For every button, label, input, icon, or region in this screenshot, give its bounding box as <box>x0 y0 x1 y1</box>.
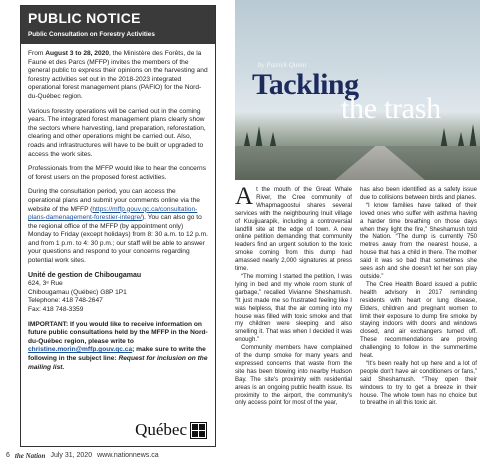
notice-title: PUBLIC NOTICE <box>28 10 141 26</box>
contact-email-link[interactable]: christine.morin@mffp.gouv.qc.ca <box>28 346 133 354</box>
drop-cap: A <box>235 183 254 210</box>
quebec-wordmark: Québec <box>135 420 187 439</box>
notice-subtitle: Public Consultation on Forestry Activities <box>28 31 155 38</box>
quebec-logo <box>135 420 207 440</box>
contact-address-line1: 624, 3ᵉ Rue <box>28 280 63 288</box>
article-byline: by Patrick Quinn <box>258 61 307 69</box>
consultation-link[interactable]: https://mffp.gouv.qc.ca/consultation-plans-damenagement-forestier-integre/ <box>28 205 198 222</box>
article-column-1 <box>235 183 352 448</box>
notice-paragraph-concerns: Professionals from the MFFP would like to hear the concerns of forest users on the proposed forest activities. <box>28 165 206 181</box>
article-headline-main: Tackling <box>252 68 359 101</box>
contact-address-line2: Chibougamau (Québec) G8P 1P1 <box>28 288 127 296</box>
contact-fax: Fax: 418 748-3359 <box>28 306 84 314</box>
public-notice-box <box>20 5 216 447</box>
article-paragraph: At the mouth of the Great Whale River, the Cree community of Whapmagoostui shares several services with the neighbouring Inuit village of Kuujjuarapik, including a controversial landfill site at the edge of town. A new online petition demanding that community leaders find an urgent solution to the toxic smoke coming from this dump had amassed nearly 2,000 signatures at press time. <box>235 183 352 273</box>
notice-body <box>21 44 215 372</box>
article-column-2 <box>360 186 477 448</box>
article-paragraph: Community members have complained of the dump smoke for many years and expressed concerns that waste from the site has been blowing into nearby Hudson Bay. The site's proximity with residential areas is an ongoing public health issue. Its proximity to the airport, the community's only access point for most of the year, <box>235 344 352 407</box>
notice-header <box>21 6 215 44</box>
contact-telephone: Telephone: 418 748-2647 <box>28 297 103 305</box>
contact-office-name: Unité de gestion de Chibougamau <box>28 271 142 279</box>
website: www.nationnews.ca <box>97 452 159 459</box>
notice-intro: From August 3 to 28, 2020, the Ministère des Forêts, de la Faune et des Parcs (MFFP) invites the members of the general public to express their opinions on the harvesting and forestry activities set out in the 2018-2023 integrated operational forest management plans (PAFIO) for the Nord-du-Québec region. <box>28 50 208 100</box>
article-headline-secondary: the trash <box>341 92 441 125</box>
contact-block <box>28 272 208 315</box>
article-paragraph: has also been identified as a safety issue due to collisions between birds and planes. <box>360 186 477 201</box>
notice-paragraph-operations: Various forestry operations will be carried out in the coming years. The integrated forest management plans clearly show the sectors where harvesting, land preparation, reforestation, clearing and other operations might be carried out. Also, roads and infrastructures will have to be built or upgraded to access the work sites. <box>28 107 206 158</box>
fleur-de-lis-flag-icon <box>190 422 207 439</box>
issue-date: July 31, 2020 <box>50 452 93 459</box>
mailing-list-subject: Request for inclusion on the mailing list. <box>28 355 208 371</box>
article-body <box>235 183 477 448</box>
article-paragraph: “I know families have talked of their loved ones who suffer with asthma having a harder time breathing on those days when they light the fire,” Sheshamush told the Nation. “The dump is currently 750 metres away from the nearest house, a house that has a child in there. The mother said it was so bad that sometimes she sees ash and she doesn't let her son play outside.” <box>360 201 477 280</box>
page-footer <box>6 452 159 460</box>
important-note: IMPORTANT: If you would like to receive information on future public consultations held by the MFFP in the Nord-du-Québec region, please write to christine.morin@mffp.gouv.qc.ca; make sure to write the following in the subject line: Request for inclusion on the mailing list. <box>28 320 208 371</box>
consultation-dates: August 3 to 28, 2020 <box>45 50 109 57</box>
notice-paragraph-access: During the consultation period, you can access the operational plans and submit your comments online via the website of the MFFP (https://mffp.gouv.qc.ca/consultation-plans-damenagement-forestier-integre/). You can also go to the regional office of the MFFP (by appointment only) Monday to Friday (except holidays) from 8: 30 a.m. to 12 p.m. and from 1 p.m. to 4: 30 p.m.; our staff will be able to answer your questions and respond to your concerns regarding potential work sites. <box>28 188 208 265</box>
article-paragraph: “The morning I started the petition, I was lying in bed and my whole room stunk of garbage,” recalled Vivianne Sheshamush. “It just made me so frustrated feeling like I was helpless, that the air coming into my house was filled with toxic smoke and that my children were sleeping and also smelling it. That was when I decided it was enough.” <box>235 272 352 344</box>
article-paragraph: “It's been really hot up here and a lot of people don't have air conditioners or fans,” said Sheshamush. “They open their windows to try to get a breeze in their house. The whole town has no choice but to breathe in all this toxic air. <box>360 359 477 407</box>
article-paragraph: The Cree Health Board issued a public health advisory in 2017 reminding residents with heart or lung disease, Elders, children and pregnant women to limit their exposure to dump fire smoke by staying indoors with doors and windows closed, and air exchangers turned off. These recommendations are proving challenging to follow in the summertime heat. <box>360 280 477 360</box>
publication-name: the Nation <box>14 452 46 460</box>
page-number: 6 <box>6 452 10 459</box>
